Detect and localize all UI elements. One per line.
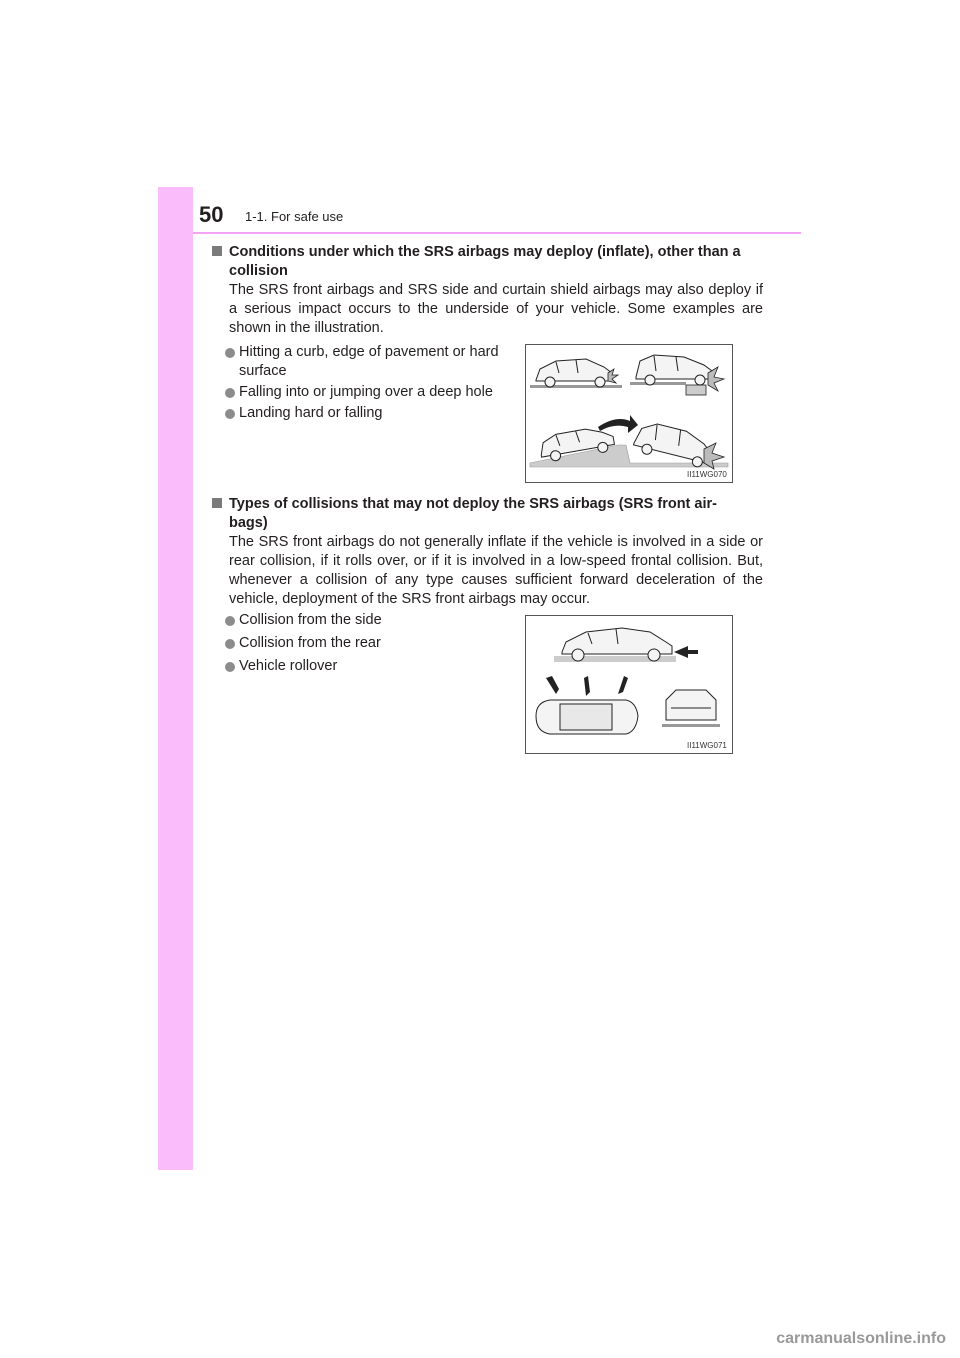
bullet-dot-icon xyxy=(225,662,235,672)
page-number: 50 xyxy=(199,202,224,227)
bullet-dot-icon xyxy=(225,388,235,398)
car-rollover-icon xyxy=(666,690,716,720)
bullet-dot-icon xyxy=(225,639,235,649)
side-color-band xyxy=(158,187,193,1170)
underside-impact-illustration xyxy=(526,345,732,482)
figure-underside-impact xyxy=(525,344,733,483)
arrow-icon xyxy=(674,646,698,658)
list-item: Landing hard or falling xyxy=(225,404,515,423)
section2-body: The SRS front airbags do not generally inflate if the vehicle is involved in a side or rear collision, if it rolls over, or if it is involved in a low-speed frontal collision. But, whenever a collision of any type causes sufficient forward deceleration of the vehicle, deployment of the SRS front airbags may occur. xyxy=(229,534,763,607)
arrow-icon xyxy=(598,415,638,433)
arrow-icon xyxy=(546,676,559,694)
list-item: Collision from the side xyxy=(225,611,515,630)
watermark: carmanualsonline.info xyxy=(776,1330,946,1347)
bullet-dot-icon xyxy=(225,348,235,358)
header-rule xyxy=(193,232,801,234)
section-title: 1-1. For safe use xyxy=(245,209,344,224)
square-bullet-icon xyxy=(212,498,222,508)
section2-heading: Types of collisions that may not deploy the SRS airbags (SRS front air-bags) xyxy=(212,495,746,533)
arrow-icon xyxy=(584,676,590,696)
square-bullet-icon xyxy=(212,246,222,256)
bullet-dot-icon xyxy=(225,409,235,419)
car-top-view-icon xyxy=(536,700,638,734)
figure-code: II11WG070 xyxy=(687,470,727,479)
list-item: Collision from the rear xyxy=(225,634,515,653)
bullet-dot-icon xyxy=(225,616,235,626)
list-item: Vehicle rollover xyxy=(225,657,515,676)
section1-heading: Conditions under which the SRS airbags may deploy (inflate), other than a collision xyxy=(212,243,746,281)
non-deploy-illustration xyxy=(526,616,732,753)
car-icon xyxy=(632,420,715,470)
figure-non-deploy-collisions xyxy=(525,615,733,754)
list-item: Hitting a curb, edge of pavement or hard surface xyxy=(225,343,515,381)
arrow-icon xyxy=(618,676,628,694)
figure-code: II11WG071 xyxy=(687,741,727,750)
car-icon xyxy=(536,359,612,387)
list-item: Falling into or jumping over a deep hole xyxy=(225,383,515,402)
section1-body: The SRS front airbags and SRS side and curtain shield airbags may also deploy if a serious impact occurs to the underside of your vehicle. Some examples are shown in the illustration. xyxy=(229,282,763,336)
car-icon xyxy=(636,355,712,385)
